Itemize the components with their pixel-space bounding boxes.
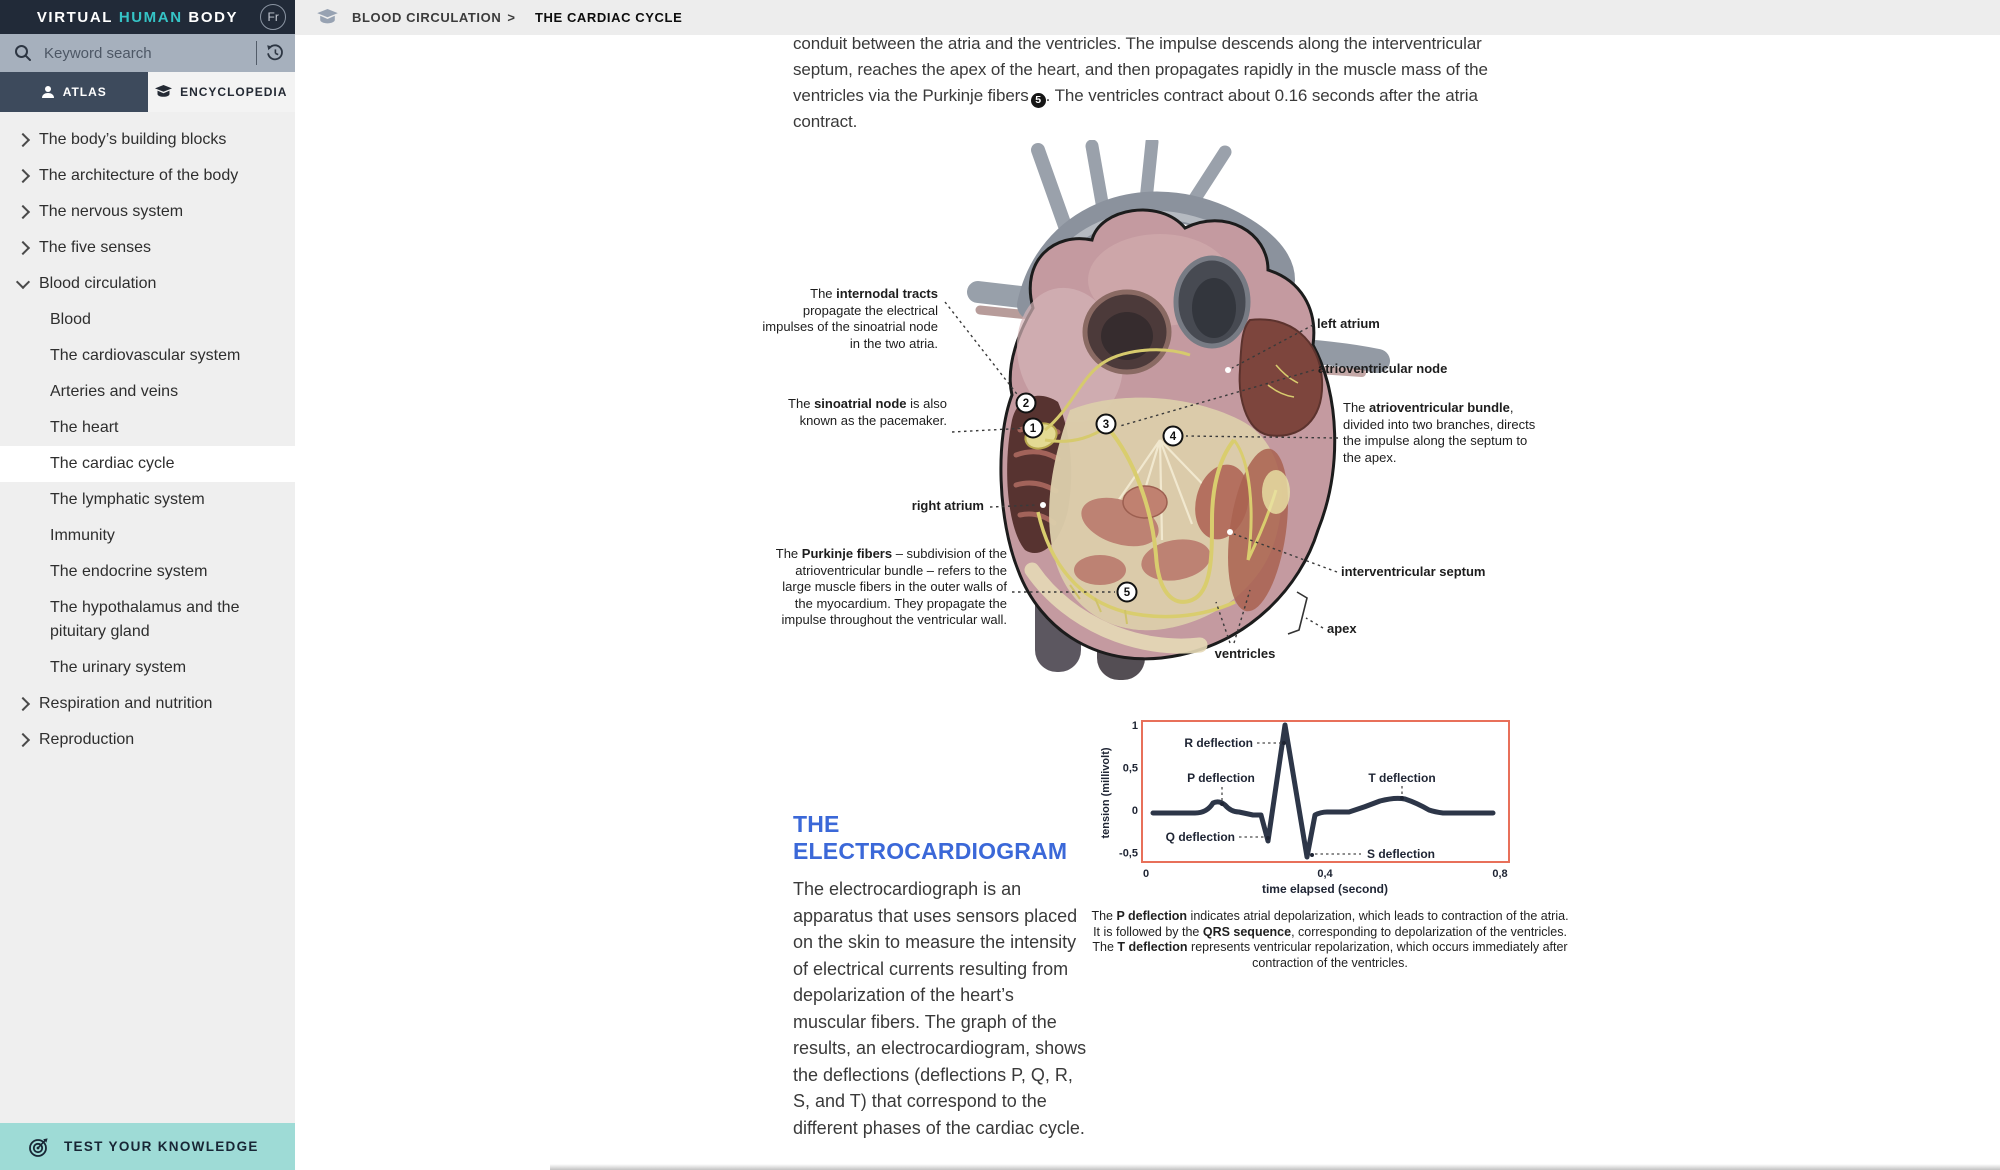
sidebar-item-reproduction[interactable]: Reproduction (0, 722, 295, 758)
ecg-plot (1095, 715, 1525, 900)
language-button[interactable]: Fr (260, 4, 286, 30)
book-icon (155, 85, 172, 99)
t-deflection-label: T deflection (1368, 771, 1436, 785)
chevron-right-icon (16, 733, 30, 747)
chevron-right-icon (16, 697, 30, 711)
label-ventricles: ventricles (1214, 646, 1276, 661)
svg-text:3: 3 (1102, 419, 1110, 432)
svg-text:4: 4 (1169, 431, 1177, 444)
svg-text:1: 1 (1131, 720, 1138, 732)
book-icon (317, 9, 338, 26)
label-apex: apex (1327, 621, 1357, 636)
tab-encyclopedia[interactable] (148, 72, 296, 112)
apex-bracket (1288, 592, 1307, 634)
sidebar-item-blood[interactable]: Blood (50, 311, 91, 328)
sidebar-item-lymphatic-system[interactable]: The lymphatic system (50, 491, 205, 508)
sidebar-item-hypothalamus-pituitary[interactable]: The hypothalamus and the pituitary gland (50, 599, 240, 640)
sidebar-tabs (0, 72, 295, 112)
svg-text:-0,5: -0,5 (1119, 847, 1138, 860)
badge-4[interactable] (1164, 427, 1183, 446)
sidebar-item-five-senses[interactable]: The five senses (0, 230, 295, 266)
app-title: VIRTUAL HUMAN BODY (36, 8, 239, 26)
label-purkinje-fibers: The Purkinje fibers – subdivision of the atrioventricular bundle – refers to the large muscle fibers in the outer walls of the myocardium. They propagate the impulse throughout the ventricular wall. (775, 546, 1007, 627)
svg-text:0,8: 0,8 (1492, 868, 1508, 880)
ecg-paragraph: The electrocardiograph is an apparatus that uses sensors placed on the skin to measure the intensity of electrical currents resulting from depolarization of the heart’s muscular fibers. The graph of the results, an electrocardiogram, shows the deflections (deflections P, Q, R, S, and T) that correspond to the different phases of the cardiac cycle. (793, 879, 1087, 1138)
purkinje-ref-badge: 5 (1031, 93, 1046, 108)
person-icon (41, 85, 55, 99)
test-your-knowledge-button[interactable] (0, 1123, 295, 1170)
svg-text:0: 0 (1131, 805, 1138, 817)
chevron-right-icon (16, 241, 30, 255)
ecg-chart (1095, 715, 1525, 900)
svg-text:0: 0 (1142, 868, 1150, 880)
tab-atlas[interactable] (0, 72, 148, 112)
label-atrioventricular-node: atrioventricular node (1318, 361, 1448, 376)
intro-paragraph: conduit between the atria and the ventricles. The impulse descends along the interventricular septum, reaches the apex of the heart, and then propagates rapidly in the muscle mass of the ventricles via the Purkinje fibers 5 . The ventricles contract about 0.16 seconds after the atria contract. (793, 34, 1488, 131)
target-icon (28, 1136, 50, 1158)
label-interventricular-septum: interventricular septum (1341, 564, 1486, 579)
sidebar-item-building-blocks[interactable]: The body’s building blocks (0, 122, 295, 158)
sidebar (0, 0, 295, 1170)
label-sinoatrial-node: The sinoatrial node is also known as the pacemaker. (788, 396, 947, 428)
chevron-right-icon (16, 205, 30, 219)
search-icon (14, 44, 32, 62)
breadcrumb-separator: > (507, 10, 515, 25)
y-axis-label: tension (millivolt) (1100, 747, 1112, 839)
badge-1[interactable] (1024, 419, 1043, 438)
search-input[interactable] (42, 44, 256, 63)
label-atrioventricular-bundle: The atrioventricular bundle, divided into two branches, directs the impulse along the septum to the apex. (1343, 400, 1536, 465)
sidebar-item-endocrine-system[interactable]: The endocrine system (50, 563, 208, 580)
content-area (295, 0, 2000, 1170)
sidebar-item-cardiovascular-system[interactable]: The cardiovascular system (50, 347, 241, 364)
bottom-panel-edge (550, 1164, 2000, 1170)
y-axis-ticks (1119, 720, 1138, 860)
svg-text:0,4: 0,4 (1317, 868, 1333, 880)
sidebar-item-urinary-system[interactable]: The urinary system (50, 659, 187, 676)
search-divider (256, 41, 257, 65)
test-your-knowledge-label: TEST YOUR KNOWLEDGE (64, 1139, 259, 1154)
search-bar (0, 34, 295, 72)
sidebar-item-cardiac-cycle[interactable]: The cardiac cycle (0, 446, 295, 482)
sidebar-item-respiration-nutrition[interactable]: Respiration and nutrition (0, 686, 295, 722)
app-header (0, 0, 295, 34)
sidebar-item-architecture[interactable]: The architecture of the body (0, 158, 295, 194)
heart-conduction-figure (600, 140, 1560, 685)
q-deflection-label: Q deflection (1165, 830, 1235, 844)
svg-text:2: 2 (1022, 398, 1030, 411)
tab-atlas-label: ATLAS (62, 85, 107, 99)
x-axis-ticks (1143, 868, 1508, 880)
r-deflection-label: R deflection (1184, 736, 1253, 750)
ecg-caption: The P deflection indicates atrial depolarization, which leads to contraction of the atria. It is followed by the QRS sequence, corresponding to depolarization of the ventricles. The T deflection represents ventricular repolarization, which occurs immediately after contraction of the ventricles. (1091, 909, 1569, 970)
label-left-atrium: left atrium (1317, 316, 1380, 331)
label-internodal-tracts: The internodal tracts propagate the electrical impulses of the sinoatrial node in the two atria. (762, 286, 938, 351)
chevron-down-icon (16, 275, 30, 289)
sidebar-item-immunity[interactable]: Immunity (50, 527, 115, 544)
sidebar-item-nervous-system[interactable]: The nervous system (0, 194, 295, 230)
badge-5[interactable] (1118, 583, 1137, 602)
badge-3[interactable] (1097, 415, 1116, 434)
section-heading-electrocardiogram: THE ELECTROCARDIOGRAM (793, 811, 1068, 865)
breadcrumb-section[interactable]: BLOOD CIRCULATION (352, 10, 502, 25)
sidebar-tree (0, 112, 295, 758)
svg-text:0,5: 0,5 (1122, 762, 1138, 775)
svg-text:1: 1 (1029, 423, 1037, 436)
tab-encyclopedia-label: ENCYCLOPEDIA (180, 85, 288, 99)
sidebar-item-blood-circulation[interactable]: Blood circulation (0, 266, 295, 302)
sidebar-item-the-heart[interactable]: The heart (50, 419, 119, 436)
s-deflection-label: S deflection (1367, 847, 1436, 861)
chevron-right-icon (16, 169, 30, 183)
search-history-icon[interactable] (265, 43, 285, 63)
badge-2[interactable] (1017, 394, 1036, 413)
chevron-right-icon (16, 133, 30, 147)
sidebar-item-arteries-veins[interactable]: Arteries and veins (50, 383, 179, 400)
x-axis-label: time elapsed (second) (1261, 882, 1389, 896)
breadcrumb (295, 0, 2000, 35)
breadcrumb-page: THE CARDIAC CYCLE (534, 10, 683, 25)
p-deflection-label: P deflection (1187, 771, 1255, 785)
label-right-atrium: right atrium (911, 498, 984, 513)
svg-text:5: 5 (1123, 587, 1131, 600)
